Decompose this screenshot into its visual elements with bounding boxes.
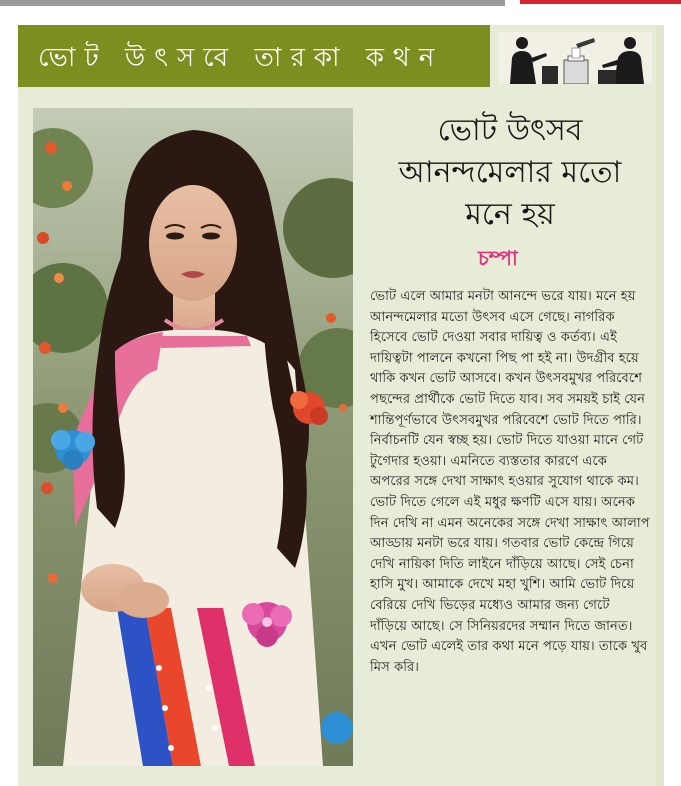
top-rule-red (520, 0, 681, 4)
section-banner (18, 25, 490, 87)
section-title: ভোট উৎসবে তারকা কথন (38, 43, 444, 73)
headline-line-1: ভোট উৎসব (437, 113, 583, 148)
headline (370, 110, 650, 236)
article (370, 110, 650, 678)
voting-illustration (498, 32, 652, 84)
top-rule-gray (0, 0, 505, 6)
byline: চম্পা (478, 246, 518, 270)
headline-line-2: আনন্দমেলার মতো (398, 155, 622, 190)
article-body: ভোট এলে আমার মনটা আনন্দে ভরে যায়। মনে হয় আনন্দমেলার মতো উৎসব এসে গেছে। নাগরিক হিসেবে ভোট দেওয়া সবার দায়িত্ব ও কর্তব্য। এই দায়িত্বটা পালনে কখনো পিছ পা হই না। উদগ্রীব হয়ে থাকি কখন ভোট আসবে। কখন উৎসবমুখর পরিবেশে পছন্দের প্রার্থীকে ভোট দিতে যাব। সব সময়ই চাই যেন শান্তিপূর্ণভাবে উৎসবমুখর পরিবেশে ভোট দিতে পারি। নির্বাচনটি যেন স্বচ্ছ হয়। ভোট দিতে যাওয়া মানে গেট টুগেদার হওয়া। এমনিতে ব্যস্ততার কারণে একে অপরের সঙ্গে দেখা সাক্ষাৎ হওয়ার সুযোগ থাকে কম। ভোট দিতে গেলে এই মধুর ক্ষণটি এসে যায়। অনেক দিন দেখি না এমন অনেকের সঙ্গে দেখা সাক্ষাৎ আলাপ আড্ডায় মনটা ভরে যায়। গতবার ভোট কেন্দ্রে গিয়ে দেখি নায়িকা দিতি লাইনে দাঁড়িয়ে আছে। সেই চেনা হাসি মুখ। আমাকে দেখে মহা খুশি। আমি ভোট দিয়ে বেরিয়ে দেখি ভিড়ের মধ্যেও আমার জন্য গেটে দাঁড়িয়ে আছে। সে সিনিয়রদের সম্মান দিতে জানত। এখন ভোট এলেই তার কথা মনে পড়ে যায়। তাকে খুব মিস করি। (370, 289, 650, 675)
portrait-photo (33, 108, 353, 766)
voting-illustration-svg (498, 32, 652, 84)
portrait-illustration (33, 108, 353, 766)
panel-right-edge (656, 25, 664, 786)
headline-line-3: মনে হয় (465, 197, 555, 232)
